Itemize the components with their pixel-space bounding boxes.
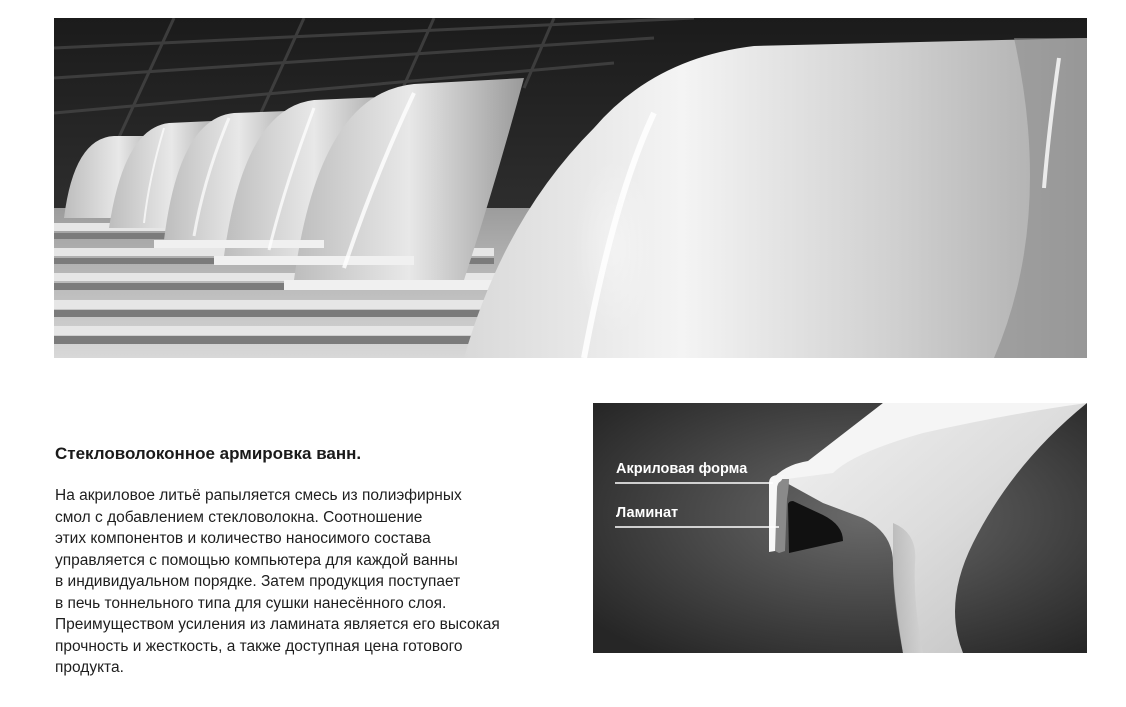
- paragraph-line: смол с добавлением стекловолокна. Соотношение: [55, 508, 423, 526]
- paragraph-line: управляется с помощью компьютера для каждой ванны: [55, 551, 458, 569]
- article-paragraph: [55, 485, 575, 679]
- article-text: [55, 443, 575, 679]
- label-laminate: Ламинат: [616, 505, 679, 521]
- cross-section-illustration: [593, 403, 1087, 653]
- article-heading: Стекловолоконное армировка ванн.: [55, 444, 362, 463]
- hero-photo-bathtubs: [54, 18, 1087, 358]
- paragraph-line: Преимуществом усиления из ламината является его высокая: [55, 616, 500, 633]
- paragraph-line: в индивидуальном порядке. Затем продукция поступает: [55, 573, 461, 590]
- paragraph-line: прочность и жесткость, а также доступная цена готового: [55, 637, 463, 655]
- paragraph-line: продукта.: [55, 659, 124, 676]
- paragraph-line: этих компонентов и количество наносимого состава: [55, 530, 431, 547]
- label-acrylic-form: Акриловая форма: [616, 461, 748, 477]
- paragraph-line: в печь тоннельного типа для сушки нанесённого слоя.: [55, 594, 447, 612]
- paragraph-line: На акриловое литьё рапыляется смесь из полиэфирных: [55, 487, 462, 504]
